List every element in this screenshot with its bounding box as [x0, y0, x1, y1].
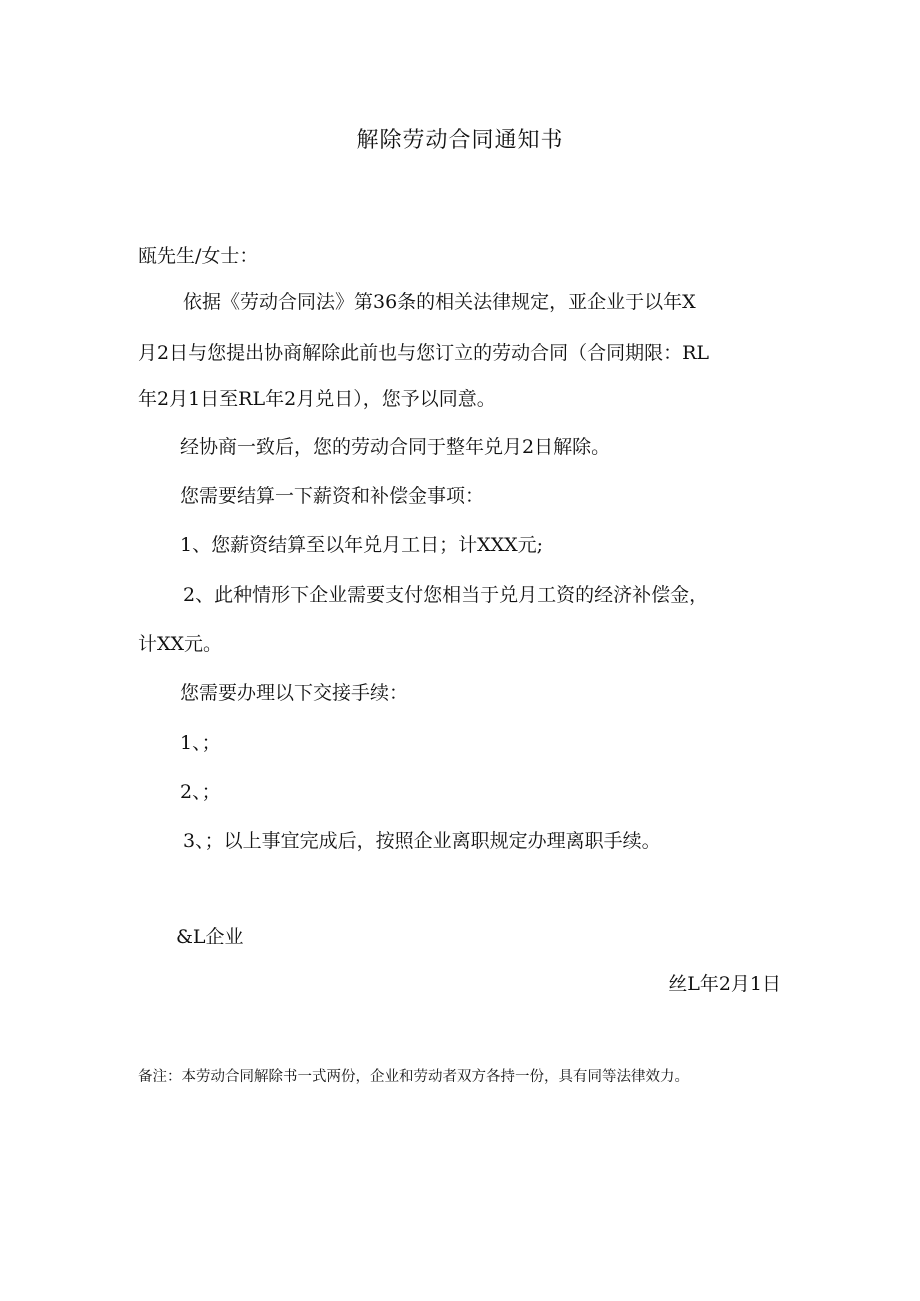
list-item: 1、；: [180, 732, 221, 754]
paragraph-line: 您需要办理以下交接手续：: [180, 682, 409, 704]
company-name: &L企业: [176, 926, 244, 948]
list-item: 1、您薪资结算至以年兑月工日；计XXX元;: [180, 534, 544, 556]
paragraph-line: 依据《劳动合同法》第36条的相关法律规定，亚企业于以年X: [183, 291, 696, 313]
list-item: 3、；以上事宜完成后，按照企业离职规定办理离职手续。: [183, 830, 661, 852]
paragraph-line: 计XX元。: [138, 633, 223, 655]
list-item: 2、；: [180, 781, 221, 803]
salutation: 瓯先生/女士：: [138, 245, 259, 267]
paragraph-line: 经协商一致后，您的劳动合同于整年兑月2日解除。: [180, 436, 611, 458]
list-item: 2、此种情形下企业需要支付您相当于兑月工资的经济补偿金，: [183, 584, 709, 606]
footnote: 备注：本劳动合同解除书一式两份，企业和劳动者双方各持一份，具有同等法律效力。: [138, 1069, 689, 1085]
paragraph-line: 年2月1日至RL年2月兑日），您予以同意。: [138, 388, 496, 410]
document-title: 解除劳动合同通知书: [356, 128, 564, 153]
paragraph-line: 您需要结算一下薪资和补偿金事项：: [180, 485, 485, 507]
document-date: 丝L年2月1日: [668, 973, 781, 995]
paragraph-line: 月2日与您提出协商解除此前也与您订立的劳动合同（合同期限：RL: [138, 342, 710, 364]
